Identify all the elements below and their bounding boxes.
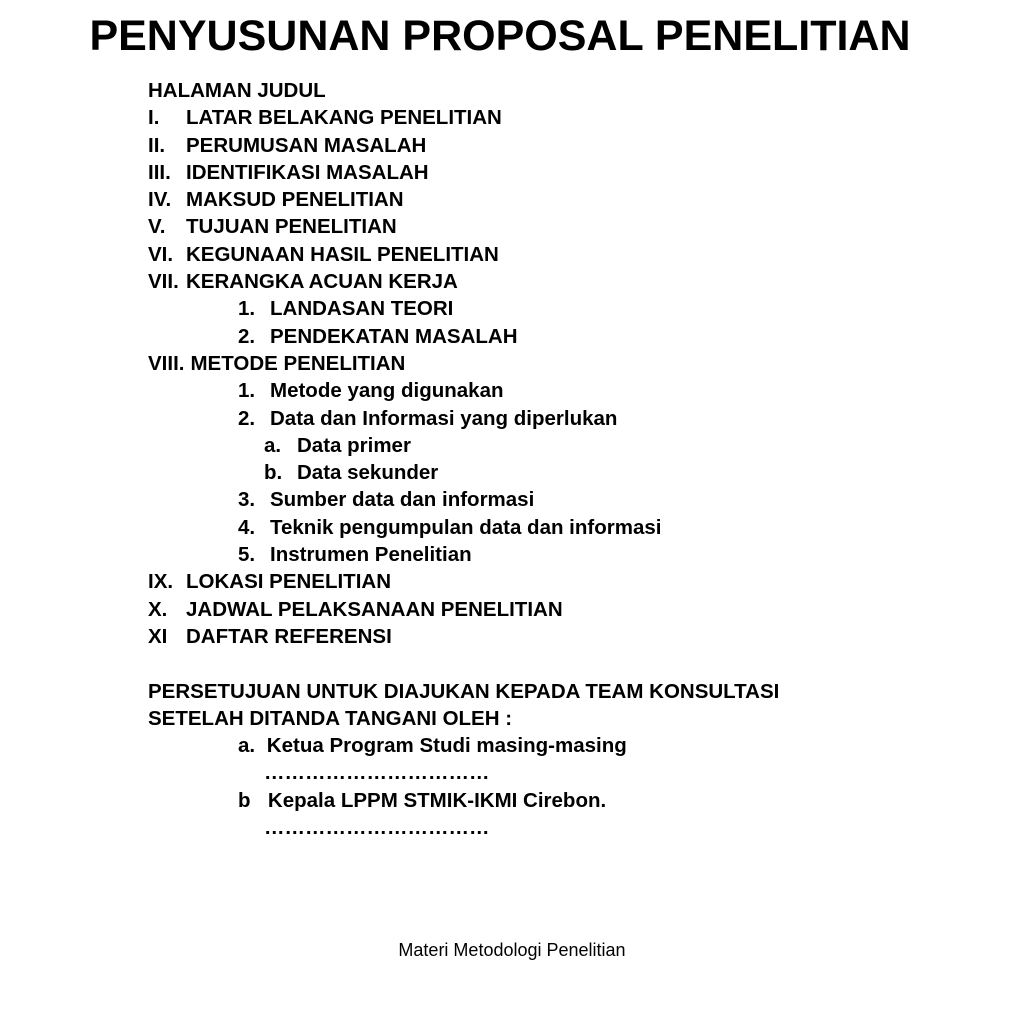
outline-item-number: 5. — [238, 543, 256, 567]
outline-item-text: Metode yang digunakan — [270, 379, 504, 403]
outline-item-text: SETELAH DITANDA TANGANI OLEH : — [148, 706, 513, 730]
outline-item-number: VIII. — [148, 351, 185, 375]
outline-item — [148, 350, 779, 377]
outline-item-text: …………………………… — [264, 816, 490, 840]
outline-item-text: KERANGKA ACUAN KERJA — [186, 270, 458, 294]
outline-item-text: DAFTAR REFERENSI — [186, 624, 392, 648]
outline-item — [148, 541, 779, 568]
outline-item-number: I. — [148, 106, 160, 130]
outline-item-text: MAKSUD PENELITIAN — [186, 188, 404, 212]
outline-item-text: PERSETUJUAN UNTUK DIAJUKAN KEPADA TEAM KONSULTASI — [148, 679, 780, 703]
outline-item-text: LATAR BELAKANG PENELITIAN — [186, 106, 502, 130]
outline-item — [148, 77, 779, 104]
outline-item — [148, 787, 779, 814]
outline-item-text: KEGUNAAN HASIL PENELITIAN — [186, 242, 499, 266]
outline-item-text: Teknik pengumpulan data dan informasi — [270, 515, 662, 539]
outline-item — [148, 596, 779, 623]
outline-item-text: METODE PENELITIAN — [190, 351, 406, 375]
outline-item — [148, 568, 779, 595]
outline-item-text: PERUMUSAN MASALAH — [186, 133, 427, 157]
outline-item-number: b. — [264, 461, 283, 485]
outline-item-text: HALAMAN JUDUL — [148, 79, 326, 102]
outline-item-number: a. — [238, 734, 261, 758]
outline-item-number: a. — [264, 433, 282, 457]
outline-item-text: Data primer — [297, 433, 411, 457]
outline-item-text: TUJUAN PENELITIAN — [186, 215, 397, 239]
outline-item-number: 2. — [238, 324, 256, 348]
outline-item-number: XI — [148, 624, 168, 648]
outline-item — [148, 459, 779, 486]
outline-item — [148, 405, 779, 432]
outline-item-number: 1. — [238, 379, 256, 403]
outline-item — [148, 514, 779, 541]
outline-item — [148, 814, 779, 841]
outline-item-number: 1. — [238, 297, 256, 321]
outline-item-text: LANDASAN TEORI — [270, 297, 454, 321]
outline-item-number: V. — [148, 215, 166, 239]
outline-item-number: VII. — [148, 270, 179, 294]
outline-item — [148, 104, 779, 131]
page-title: PENYUSUNAN PROPOSAL PENELITIAN — [89, 12, 911, 60]
outline-item — [148, 159, 779, 186]
outline-item — [148, 268, 779, 295]
outline-item-number: X. — [148, 597, 168, 621]
outline-item-text: Sumber data dan informasi — [270, 488, 535, 512]
outline-item — [148, 323, 779, 350]
outline-item-text: Ketua Program Studi masing-masing — [266, 734, 627, 758]
outline-item-text: IDENTIFIKASI MASALAH — [186, 160, 429, 184]
outline-item — [148, 186, 779, 213]
outline-item-number: VI. — [148, 242, 174, 266]
outline-item-text: …………………………… — [264, 761, 490, 785]
outline-item-text: LOKASI PENELITIAN — [186, 570, 392, 594]
outline-item-number: b — [238, 788, 262, 812]
outline-item — [148, 241, 779, 268]
outline-item-number: IX. — [148, 570, 174, 594]
outline-item-text: Data sekunder — [297, 461, 439, 485]
outline-item — [148, 377, 779, 404]
outline-item — [148, 213, 779, 240]
blank-line — [148, 650, 779, 677]
outline-item — [148, 132, 779, 159]
outline-item — [148, 678, 779, 705]
outline-item — [148, 486, 779, 513]
outline-item-text: Kepala LPPM STMIK-IKMI Cirebon. — [267, 788, 607, 812]
footer-text: Materi Metodologi Penelitian — [398, 940, 626, 960]
outline-item-text: JADWAL PELAKSANAAN PENELITIAN — [186, 597, 563, 621]
outline-item-number: 2. — [238, 406, 256, 430]
outline-item-text: Data dan Informasi yang diperlukan — [270, 406, 618, 430]
proposal-outline — [148, 77, 779, 841]
outline-item — [148, 705, 779, 732]
outline-item-number: II. — [148, 133, 166, 157]
outline-item-number: IV. — [148, 188, 172, 212]
outline-item — [148, 432, 779, 459]
outline-item-number: 3. — [238, 488, 256, 512]
outline-item-number: III. — [148, 160, 171, 184]
outline-item-number: 4. — [238, 515, 256, 539]
outline-item — [148, 732, 779, 759]
outline-item — [148, 759, 779, 786]
outline-item — [148, 623, 779, 650]
outline-item — [148, 295, 779, 322]
outline-item-text: PENDEKATAN MASALAH — [270, 324, 518, 348]
outline-item-text: Instrumen Penelitian — [270, 543, 472, 567]
